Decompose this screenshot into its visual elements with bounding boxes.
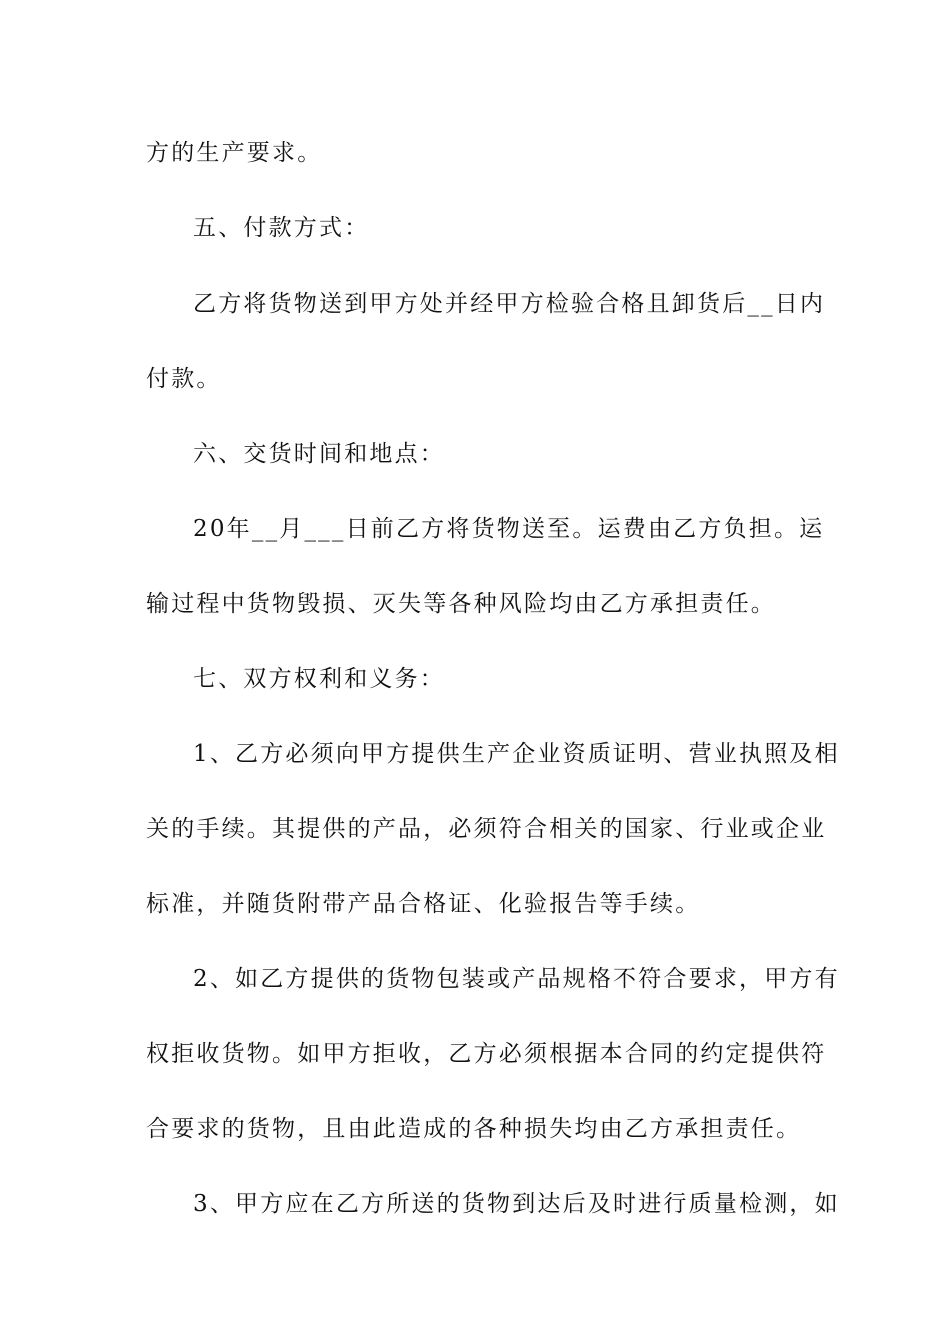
paragraph-continuation-line: 关的手续。其提供的产品，必须符合相关的国家、行业或企业 xyxy=(146,816,827,842)
paragraph-continuation-line: 方的生产要求。 xyxy=(146,140,323,166)
paragraph-line: 乙方将货物送到甲方处并经甲方检验合格且卸货后__日内 xyxy=(193,291,826,317)
paragraph-line: 20年__月___日前乙方将货物送至。运费由乙方负担。运 xyxy=(193,516,825,542)
paragraph-continuation-line: 权拒收货物。如甲方拒收，乙方必须根据本合同的约定提供符 xyxy=(146,1041,827,1067)
section-heading-payment: 五、付款方式： xyxy=(193,215,370,241)
paragraph-line: 1、乙方必须向甲方提供生产企业资质证明、营业执照及相 xyxy=(193,741,840,767)
paragraph-continuation-line: 合要求的货物，且由此造成的各种损失均由乙方承担责任。 xyxy=(146,1116,802,1142)
paragraph-line: 2、如乙方提供的货物包装或产品规格不符合要求，甲方有 xyxy=(193,966,840,992)
paragraph-continuation-line: 输过程中货物毁损、灭失等各种风险均由乙方承担责任。 xyxy=(146,591,776,617)
paragraph-line: 3、甲方应在乙方所送的货物到达后及时进行质量检测，如 xyxy=(193,1191,840,1217)
section-heading-rights: 七、双方权利和义务： xyxy=(193,666,445,692)
paragraph-continuation-line: 标准，并随货附带产品合格证、化验报告等手续。 xyxy=(146,891,701,917)
paragraph-continuation-line: 付款。 xyxy=(146,366,222,392)
section-heading-delivery: 六、交货时间和地点： xyxy=(193,441,445,467)
